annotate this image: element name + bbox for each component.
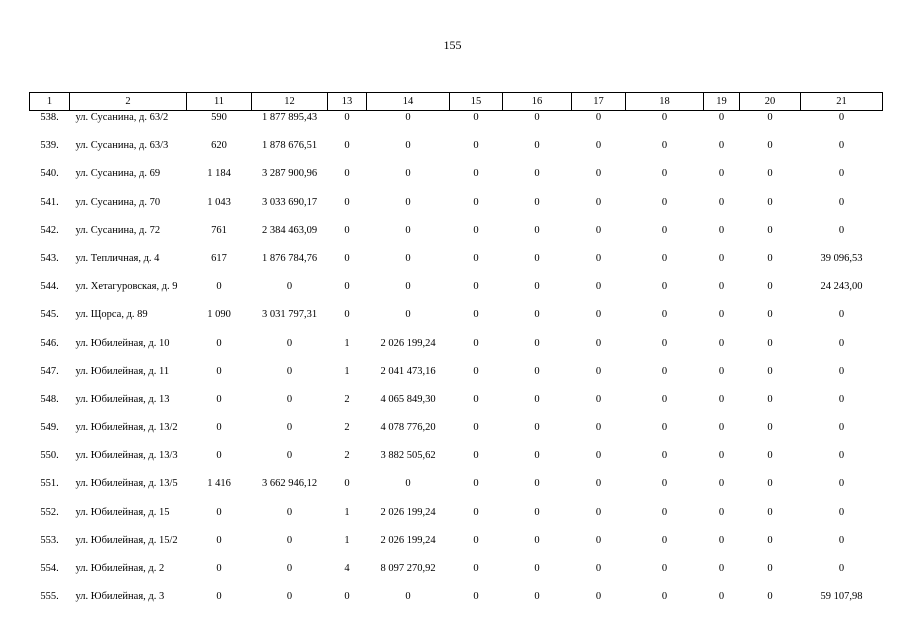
value-cell: 0 <box>767 337 773 349</box>
value-cell: 2 026 199,24 <box>380 506 436 518</box>
row-number: 543. <box>40 252 59 264</box>
value-cell: 0 <box>405 309 411 321</box>
value-cell: 4 <box>344 563 350 574</box>
row-number: 540. <box>40 168 59 180</box>
value-cell: 0 <box>838 563 845 574</box>
value-cell: 0 <box>661 140 668 152</box>
value-cell: 0 <box>718 337 725 349</box>
value-cell: 0 <box>344 478 350 490</box>
value-cell: 0 <box>286 365 293 377</box>
value-cell: 0 <box>344 281 350 293</box>
value-cell: 0 <box>473 450 479 462</box>
address-cell: ул. Сусанина, д. 70 <box>75 196 161 208</box>
value-cell: 0 <box>595 309 602 321</box>
value-cell: 0 <box>661 337 668 349</box>
value-cell: 3 882 505,62 <box>380 450 436 462</box>
row-number: 549. <box>40 422 59 434</box>
value-cell: 0 <box>595 393 602 405</box>
value-cell: 0 <box>718 309 725 321</box>
value-cell: 0 <box>405 196 411 208</box>
table-row <box>30 167 883 195</box>
address-cell: ул. Юбилейная, д. 10 <box>75 337 170 349</box>
row-number: 546. <box>40 337 59 349</box>
table-row <box>30 196 883 224</box>
value-cell: 0 <box>767 252 773 264</box>
column-header: 15 <box>450 93 503 111</box>
value-cell: 0 <box>286 506 293 518</box>
address-cell: ул. Юбилейная, д. 3 <box>75 591 165 603</box>
column-header: 11 <box>187 93 252 111</box>
value-cell: 0 <box>473 506 479 518</box>
value-cell: 0 <box>286 591 293 603</box>
value-cell: 0 <box>718 140 725 152</box>
value-cell: 0 <box>661 393 668 405</box>
table-row <box>30 139 883 167</box>
address-cell: ул. Тепличная, д. 4 <box>75 252 160 264</box>
value-cell: 0 <box>534 450 540 462</box>
value-cell: 0 <box>595 506 602 518</box>
row-number: 538. <box>40 112 59 123</box>
column-header: 16 <box>503 93 572 111</box>
table-row <box>30 477 883 505</box>
value-cell: 0 <box>838 478 845 490</box>
value-cell: 0 <box>661 534 668 546</box>
value-cell: 0 <box>838 450 845 462</box>
value-cell: 0 <box>216 337 222 349</box>
value-cell: 0 <box>473 563 479 574</box>
value-cell: 0 <box>473 591 479 603</box>
value-cell: 2 026 199,24 <box>380 534 436 546</box>
value-cell: 1 184 <box>207 168 231 180</box>
value-cell: 8 097 270,92 <box>380 563 436 574</box>
value-cell: 0 <box>534 252 540 264</box>
address-cell: ул. Юбилейная, д. 13/5 <box>75 478 178 490</box>
value-cell: 1 <box>344 365 350 377</box>
header-row <box>30 93 883 111</box>
value-cell: 0 <box>838 365 845 377</box>
value-cell: 0 <box>344 591 350 603</box>
value-cell: 590 <box>211 112 227 123</box>
value-cell: 0 <box>661 224 668 236</box>
value-cell: 0 <box>661 478 668 490</box>
value-cell: 0 <box>718 534 725 546</box>
value-cell: 0 <box>534 337 540 349</box>
value-cell: 0 <box>534 563 540 574</box>
value-cell: 1 090 <box>207 309 231 321</box>
value-cell: 0 <box>405 252 411 264</box>
value-cell: 0 <box>718 365 725 377</box>
address-cell: ул. Сусанина, д. 72 <box>75 224 161 236</box>
value-cell: 0 <box>344 309 350 321</box>
value-cell: 0 <box>473 393 479 405</box>
row-number: 555. <box>40 591 59 603</box>
value-cell: 3 287 900,96 <box>261 168 318 180</box>
value-cell: 2 384 463,09 <box>261 224 318 236</box>
value-cell: 0 <box>718 478 725 490</box>
value-cell: 0 <box>718 224 725 236</box>
address-cell: ул. Хетагуровская, д. 9 <box>75 281 178 293</box>
value-cell: 2 <box>344 450 350 462</box>
value-cell: 0 <box>534 140 540 152</box>
value-cell: 0 <box>286 281 293 293</box>
column-header: 17 <box>572 93 626 111</box>
value-cell: 0 <box>595 281 602 293</box>
value-cell: 0 <box>534 365 540 377</box>
row-number: 551. <box>40 478 59 490</box>
value-cell: 0 <box>595 224 602 236</box>
value-cell: 0 <box>767 506 773 518</box>
value-cell: 0 <box>718 506 725 518</box>
row-number: 541. <box>40 196 59 208</box>
address-cell: ул. Юбилейная, д. 13 <box>75 393 170 405</box>
value-cell: 0 <box>838 112 845 123</box>
address-cell: ул. Юбилейная, д. 15 <box>75 506 170 518</box>
value-cell: 0 <box>718 112 725 123</box>
value-cell: 0 <box>718 563 725 574</box>
value-cell: 0 <box>534 393 540 405</box>
value-cell: 0 <box>661 422 668 434</box>
column-header: 21 <box>801 93 883 111</box>
value-cell: 0 <box>767 309 773 321</box>
value-cell: 0 <box>473 478 479 490</box>
value-cell: 0 <box>286 393 293 405</box>
value-cell: 0 <box>405 224 411 236</box>
value-cell: 0 <box>473 309 479 321</box>
value-cell: 0 <box>838 168 845 180</box>
value-cell: 0 <box>767 450 773 462</box>
value-cell: 0 <box>838 196 845 208</box>
value-cell: 0 <box>767 393 773 405</box>
value-cell: 0 <box>661 365 668 377</box>
row-number: 554. <box>40 563 59 574</box>
value-cell: 0 <box>534 112 540 123</box>
value-cell: 0 <box>718 591 725 603</box>
value-cell: 4 078 776,20 <box>380 422 436 434</box>
value-cell: 0 <box>344 224 350 236</box>
value-cell: 0 <box>534 534 540 546</box>
column-header: 19 <box>704 93 740 111</box>
value-cell: 0 <box>473 168 479 180</box>
value-cell: 0 <box>767 196 773 208</box>
table-row <box>30 393 883 421</box>
address-cell: ул. Юбилейная, д. 15/2 <box>75 534 178 546</box>
value-cell: 0 <box>767 591 773 603</box>
table-row <box>30 506 883 534</box>
row-number: 545. <box>40 309 59 321</box>
value-cell: 0 <box>718 422 725 434</box>
value-cell: 0 <box>216 393 222 405</box>
table-row <box>30 280 883 308</box>
value-cell: 0 <box>838 224 845 236</box>
address-cell: ул. Юбилейная, д. 11 <box>75 365 170 377</box>
value-cell: 1 876 784,76 <box>261 252 318 264</box>
column-header: 13 <box>328 93 367 111</box>
address-cell: ул. Сусанина, д. 69 <box>75 168 161 180</box>
value-cell: 0 <box>405 591 411 603</box>
value-cell: 0 <box>216 422 222 434</box>
value-cell: 0 <box>405 281 411 293</box>
value-cell: 0 <box>767 112 773 123</box>
table-row <box>30 111 883 140</box>
value-cell: 0 <box>767 281 773 293</box>
value-cell: 3 662 946,12 <box>261 478 318 490</box>
value-cell: 0 <box>718 196 725 208</box>
value-cell: 0 <box>718 281 725 293</box>
value-cell: 0 <box>661 112 668 123</box>
value-cell: 0 <box>344 196 350 208</box>
page-number: 155 <box>443 38 462 52</box>
value-cell: 617 <box>211 252 227 264</box>
value-cell: 0 <box>473 281 479 293</box>
address-cell: ул. Сусанина, д. 63/2 <box>75 112 169 123</box>
value-cell: 0 <box>473 112 479 123</box>
value-cell: 0 <box>216 281 222 293</box>
value-cell: 0 <box>661 196 668 208</box>
value-cell: 0 <box>286 422 293 434</box>
value-cell: 39 096,53 <box>820 252 863 264</box>
row-number: 548. <box>40 393 59 405</box>
value-cell: 0 <box>767 478 773 490</box>
value-cell: 0 <box>534 506 540 518</box>
table-row <box>30 590 883 618</box>
value-cell: 0 <box>534 591 540 603</box>
table-row <box>30 421 883 449</box>
value-cell: 3 031 797,31 <box>261 309 318 321</box>
value-cell: 0 <box>534 196 540 208</box>
value-cell: 0 <box>405 168 411 180</box>
value-cell: 0 <box>473 140 479 152</box>
row-number: 552. <box>40 506 59 518</box>
column-header: 12 <box>252 93 328 111</box>
value-cell: 1 <box>344 506 350 518</box>
value-cell: 0 <box>661 281 668 293</box>
value-cell: 0 <box>286 450 293 462</box>
address-cell: ул. Щорса, д. 89 <box>75 309 148 321</box>
value-cell: 1 <box>344 337 350 349</box>
value-cell: 0 <box>661 309 668 321</box>
value-cell: 0 <box>534 168 540 180</box>
value-cell: 0 <box>595 422 602 434</box>
row-number: 553. <box>40 534 59 546</box>
value-cell: 620 <box>211 140 227 152</box>
value-cell: 0 <box>534 478 540 490</box>
address-cell: ул. Юбилейная, д. 13/2 <box>75 422 178 434</box>
table-row <box>30 365 883 393</box>
value-cell: 0 <box>344 140 350 152</box>
value-cell: 0 <box>344 168 350 180</box>
value-cell: 0 <box>595 365 602 377</box>
value-cell: 0 <box>767 168 773 180</box>
value-cell: 0 <box>216 450 222 462</box>
value-cell: 0 <box>661 450 668 462</box>
value-cell: 0 <box>838 534 845 546</box>
value-cell: 1 878 676,51 <box>261 140 318 152</box>
value-cell: 0 <box>718 168 725 180</box>
value-cell: 0 <box>595 591 602 603</box>
value-cell: 1 416 <box>207 478 231 490</box>
value-cell: 0 <box>838 393 845 405</box>
value-cell: 0 <box>661 252 668 264</box>
value-cell: 0 <box>767 563 773 574</box>
value-cell: 0 <box>661 506 668 518</box>
value-cell: 59 107,98 <box>820 591 863 603</box>
value-cell: 3 033 690,17 <box>261 196 318 208</box>
value-cell: 0 <box>534 281 540 293</box>
value-cell: 0 <box>216 534 222 546</box>
value-cell: 0 <box>595 337 602 349</box>
value-cell: 0 <box>473 422 479 434</box>
value-cell: 0 <box>473 534 479 546</box>
value-cell: 1 <box>344 534 350 546</box>
value-cell: 2 <box>344 422 350 434</box>
value-cell: 4 065 849,30 <box>380 393 436 405</box>
row-number: 542. <box>40 224 59 236</box>
value-cell: 0 <box>534 422 540 434</box>
value-cell: 0 <box>838 422 845 434</box>
value-cell: 0 <box>405 478 411 490</box>
value-cell: 0 <box>534 309 540 321</box>
value-cell: 0 <box>216 506 222 518</box>
column-header: 20 <box>740 93 801 111</box>
column-header: 2 <box>70 93 187 111</box>
value-cell: 0 <box>473 196 479 208</box>
table-row <box>30 224 883 252</box>
value-cell: 0 <box>838 140 845 152</box>
table-row <box>30 562 883 590</box>
data-table <box>29 92 883 618</box>
value-cell: 2 <box>344 393 350 405</box>
value-cell: 0 <box>473 365 479 377</box>
value-cell: 0 <box>767 140 773 152</box>
value-cell: 0 <box>661 591 668 603</box>
value-cell: 0 <box>216 563 222 574</box>
value-cell: 0 <box>344 252 350 264</box>
value-cell: 0 <box>473 224 479 236</box>
address-cell: ул. Юбилейная, д. 13/3 <box>75 450 178 462</box>
row-number: 539. <box>40 140 59 152</box>
value-cell: 0 <box>595 534 602 546</box>
row-number: 550. <box>40 450 59 462</box>
value-cell: 0 <box>405 140 411 152</box>
value-cell: 0 <box>838 506 845 518</box>
value-cell: 0 <box>661 168 668 180</box>
value-cell: 0 <box>661 563 668 574</box>
row-number: 547. <box>40 365 59 377</box>
value-cell: 0 <box>595 563 602 574</box>
table-row <box>30 308 883 336</box>
value-cell: 0 <box>595 112 602 123</box>
value-cell: 0 <box>286 337 293 349</box>
value-cell: 0 <box>534 224 540 236</box>
value-cell: 0 <box>595 450 602 462</box>
column-header: 1 <box>30 93 70 111</box>
row-number: 544. <box>40 281 59 293</box>
table-row <box>30 534 883 562</box>
value-cell: 0 <box>595 140 602 152</box>
value-cell: 0 <box>344 112 350 123</box>
column-header: 18 <box>626 93 704 111</box>
value-cell: 0 <box>473 337 479 349</box>
value-cell: 0 <box>595 252 602 264</box>
value-cell: 761 <box>211 224 227 236</box>
value-cell: 0 <box>595 478 602 490</box>
value-cell: 0 <box>595 196 602 208</box>
value-cell: 0 <box>838 309 845 321</box>
value-cell: 0 <box>405 112 411 123</box>
table-row <box>30 337 883 365</box>
value-cell: 0 <box>216 365 222 377</box>
value-cell: 0 <box>718 450 725 462</box>
value-cell: 1 877 895,43 <box>261 112 318 123</box>
value-cell: 0 <box>286 534 293 546</box>
value-cell: 0 <box>718 393 725 405</box>
value-cell: 1 043 <box>207 196 231 208</box>
value-cell: 0 <box>286 563 293 574</box>
value-cell: 0 <box>473 252 479 264</box>
value-cell: 2 026 199,24 <box>380 337 436 349</box>
value-cell: 0 <box>595 168 602 180</box>
value-cell: 0 <box>767 224 773 236</box>
value-cell: 0 <box>767 534 773 546</box>
value-cell: 0 <box>767 365 773 377</box>
value-cell: 2 041 473,16 <box>380 365 436 377</box>
address-cell: ул. Юбилейная, д. 2 <box>75 563 165 574</box>
value-cell: 0 <box>718 252 725 264</box>
value-cell: 0 <box>767 422 773 434</box>
address-cell: ул. Сусанина, д. 63/3 <box>75 140 169 152</box>
value-cell: 24 243,00 <box>820 281 863 293</box>
column-header: 14 <box>367 93 450 111</box>
table-row <box>30 252 883 280</box>
value-cell: 0 <box>838 337 845 349</box>
value-cell: 0 <box>216 591 222 603</box>
table-row <box>30 449 883 477</box>
